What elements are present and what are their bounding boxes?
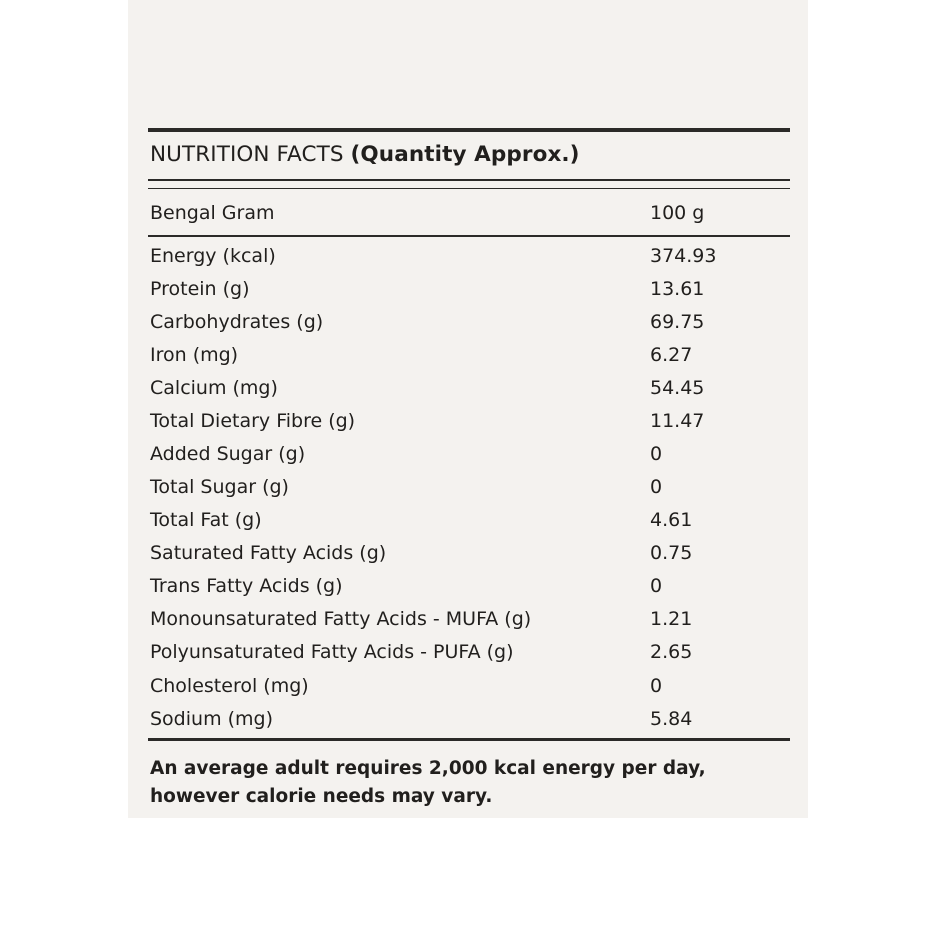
- nutrition-facts-title: [148, 132, 790, 179]
- nutrient-label: Total Sugar (g): [150, 476, 289, 499]
- nutrient-value: 2.65: [650, 641, 693, 664]
- nutrient-label: Carbohydrates (g): [150, 311, 324, 334]
- table-row: [148, 307, 790, 340]
- nutrient-label: Energy (kcal): [150, 245, 276, 268]
- table-row: [148, 505, 790, 538]
- nutrient-value: 0: [650, 476, 663, 499]
- footnote-line-1: An average adult requires 2,000 kcal energy per day,: [150, 758, 706, 780]
- nutrient-label: Calcium (mg): [150, 377, 278, 400]
- table-row: [148, 373, 790, 406]
- nutrient-label: Total Dietary Fibre (g): [150, 410, 356, 433]
- serving-row: [148, 189, 790, 235]
- table-row: [148, 703, 790, 738]
- nutrient-value: 11.47: [650, 410, 705, 433]
- table-row: [148, 241, 790, 274]
- nutrient-value: 0: [650, 575, 663, 598]
- table-row: [148, 604, 790, 637]
- table-row: [148, 571, 790, 604]
- nutrient-value: 13.61: [650, 278, 705, 301]
- serving-name: Bengal Gram: [150, 202, 275, 224]
- nutrient-label: Iron (mg): [150, 344, 239, 367]
- nutrient-label: Added Sugar (g): [150, 443, 306, 466]
- nutrient-value: 0: [650, 443, 663, 466]
- title-qualifier: (Quantity Approx.): [350, 142, 580, 167]
- nutrient-label: Polyunsaturated Fatty Acids - PUFA (g): [150, 641, 514, 664]
- nutrition-facts-table: [148, 128, 790, 810]
- footnote: [148, 741, 790, 810]
- nutrient-label: Saturated Fatty Acids (g): [150, 542, 387, 565]
- title-text: NUTRITION FACTS: [150, 142, 351, 167]
- nutrient-label: Protein (g): [150, 278, 250, 301]
- nutrient-value: 4.61: [650, 509, 693, 532]
- table-row: [148, 637, 790, 670]
- nutrient-value: 0.75: [650, 542, 693, 565]
- table-row: [148, 406, 790, 439]
- nutrient-rows: [148, 237, 790, 739]
- nutrient-value: 0: [650, 674, 663, 697]
- nutrient-value: 54.45: [650, 377, 705, 400]
- nutrient-label: Trans Fatty Acids (g): [150, 575, 343, 598]
- footnote-line-2: however calorie needs may vary.: [150, 785, 493, 807]
- nutrient-label: Sodium (mg): [150, 707, 274, 730]
- nutrient-label: Cholesterol (mg): [150, 674, 309, 697]
- serving-amount: 100 g: [650, 202, 705, 224]
- nutrient-label: Monounsaturated Fatty Acids - MUFA (g): [150, 608, 532, 631]
- nutrient-value: 69.75: [650, 311, 705, 334]
- table-row: [148, 340, 790, 373]
- nutrient-value: 374.93: [650, 245, 717, 268]
- table-row: [148, 670, 790, 703]
- table-row: [148, 538, 790, 571]
- table-row: [148, 472, 790, 505]
- table-row: [148, 274, 790, 307]
- nutrient-label: Total Fat (g): [150, 509, 262, 532]
- nutrient-value: 5.84: [650, 707, 693, 730]
- nutrient-value: 6.27: [650, 344, 693, 367]
- nutrient-value: 1.21: [650, 608, 693, 631]
- table-row: [148, 439, 790, 472]
